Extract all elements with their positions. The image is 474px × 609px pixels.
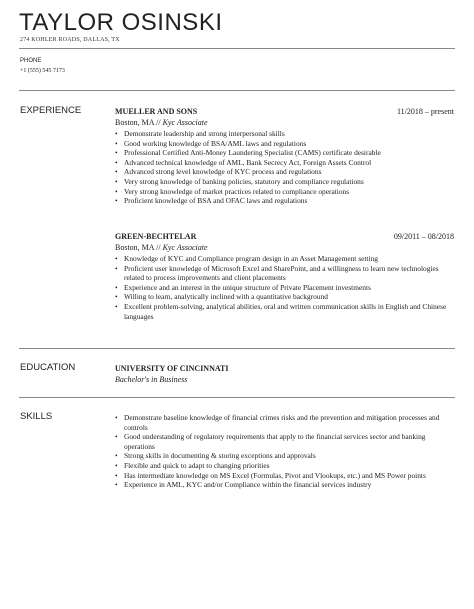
list-item: • Flexible and quick to adapt to changing priorities	[115, 461, 455, 471]
rule-3	[19, 397, 455, 398]
header-rule	[19, 48, 455, 49]
list-item: • Professional Certified Anti-Money Laundering Specialist (CAMS) certificate desirable	[115, 148, 455, 158]
job-dates-2: 09/2011 – 08/2018	[393, 232, 454, 241]
skills-bullets	[115, 413, 455, 490]
company-2: GREEN-BECHTELAR	[115, 232, 197, 241]
phone-label: PHONE	[20, 58, 42, 64]
degree: Bachelor's in Business	[115, 375, 188, 384]
list-item: • Has intermediate knowledge on MS Excel (Formulas, Pivot and Vlookups, etc.) and MS Power points	[115, 471, 455, 481]
phone-value: +1 (555) 545 7173	[20, 68, 65, 74]
job-role: Kyc Associate	[162, 118, 208, 127]
list-item: • Advanced technical knowledge of AML, Bank Secrecy Act, Foreign Assets Control	[115, 158, 455, 168]
address: 274 KOHLER ROADS, DALLAS, TX	[20, 37, 120, 43]
rule-2	[19, 348, 455, 349]
job-role: Kyc Associate	[162, 243, 208, 252]
section-title-experience: EXPERIENCE	[20, 105, 82, 116]
list-item: • Advanced strong level knowledge of KYC process and regulations	[115, 167, 455, 177]
list-item: • Good working knowledge of BSA/AML laws and regulations	[115, 139, 455, 149]
list-item: • Good understanding of regulatory requirements that apply to the financial services sector and banking operations	[115, 432, 455, 451]
list-item: • Proficient user knowledge of Microsoft Excel and SharePoint, and a willingness to learn new technologies related to process improvements and client placements	[115, 264, 455, 283]
job-location-1	[115, 118, 208, 127]
list-item: • Excellent problem-solving, analytical abilities, oral and written communication skills in English and Chinese languages	[115, 302, 455, 321]
location-text: Boston, MA //	[115, 243, 163, 252]
list-item: • Very strong knowledge of market practices related to compliance operations	[115, 187, 455, 197]
job-dates-1: 11/2018 – present	[396, 107, 454, 116]
rule-1	[19, 90, 455, 91]
school-name: UNIVERSITY OF CINCINNATI	[115, 364, 229, 373]
list-item: • Experience and an interest in the unique structure of Private Placement investments	[115, 283, 455, 293]
section-title-education: EDUCATION	[20, 362, 76, 373]
list-item: • Demonstrate baseline knowledge of financial crimes risks and the prevention and mitigation processes and controls	[115, 413, 455, 432]
list-item: • Very strong knowledge of banking policies, statutory and compliance regulations	[115, 177, 455, 187]
job-bullets-2	[115, 254, 455, 321]
list-item: • Strong skills in documenting & storing exceptions and approvals	[115, 451, 455, 461]
list-item: • Willing to learn, analytically inclined with a quantitative background	[115, 292, 455, 302]
list-item: • Demonstrate leadership and strong interpersonal skills	[115, 129, 455, 139]
job-bullets-1	[115, 129, 455, 206]
list-item: • Knowledge of KYC and Compliance program design in an Asset Management setting	[115, 254, 455, 264]
name-heading: TAYLOR OSINSKI	[19, 9, 223, 36]
section-title-skills: SKILLS	[20, 411, 53, 422]
job-location-2	[115, 243, 208, 252]
company-1: MUELLER AND SONS	[115, 107, 198, 116]
location-text: Boston, MA //	[115, 118, 163, 127]
list-item: • Experience in AML, KYC and/or Compliance within the financial services industry	[115, 480, 455, 490]
list-item: • Proficient knowledge of BSA and OFAC laws and regulations	[115, 196, 455, 206]
